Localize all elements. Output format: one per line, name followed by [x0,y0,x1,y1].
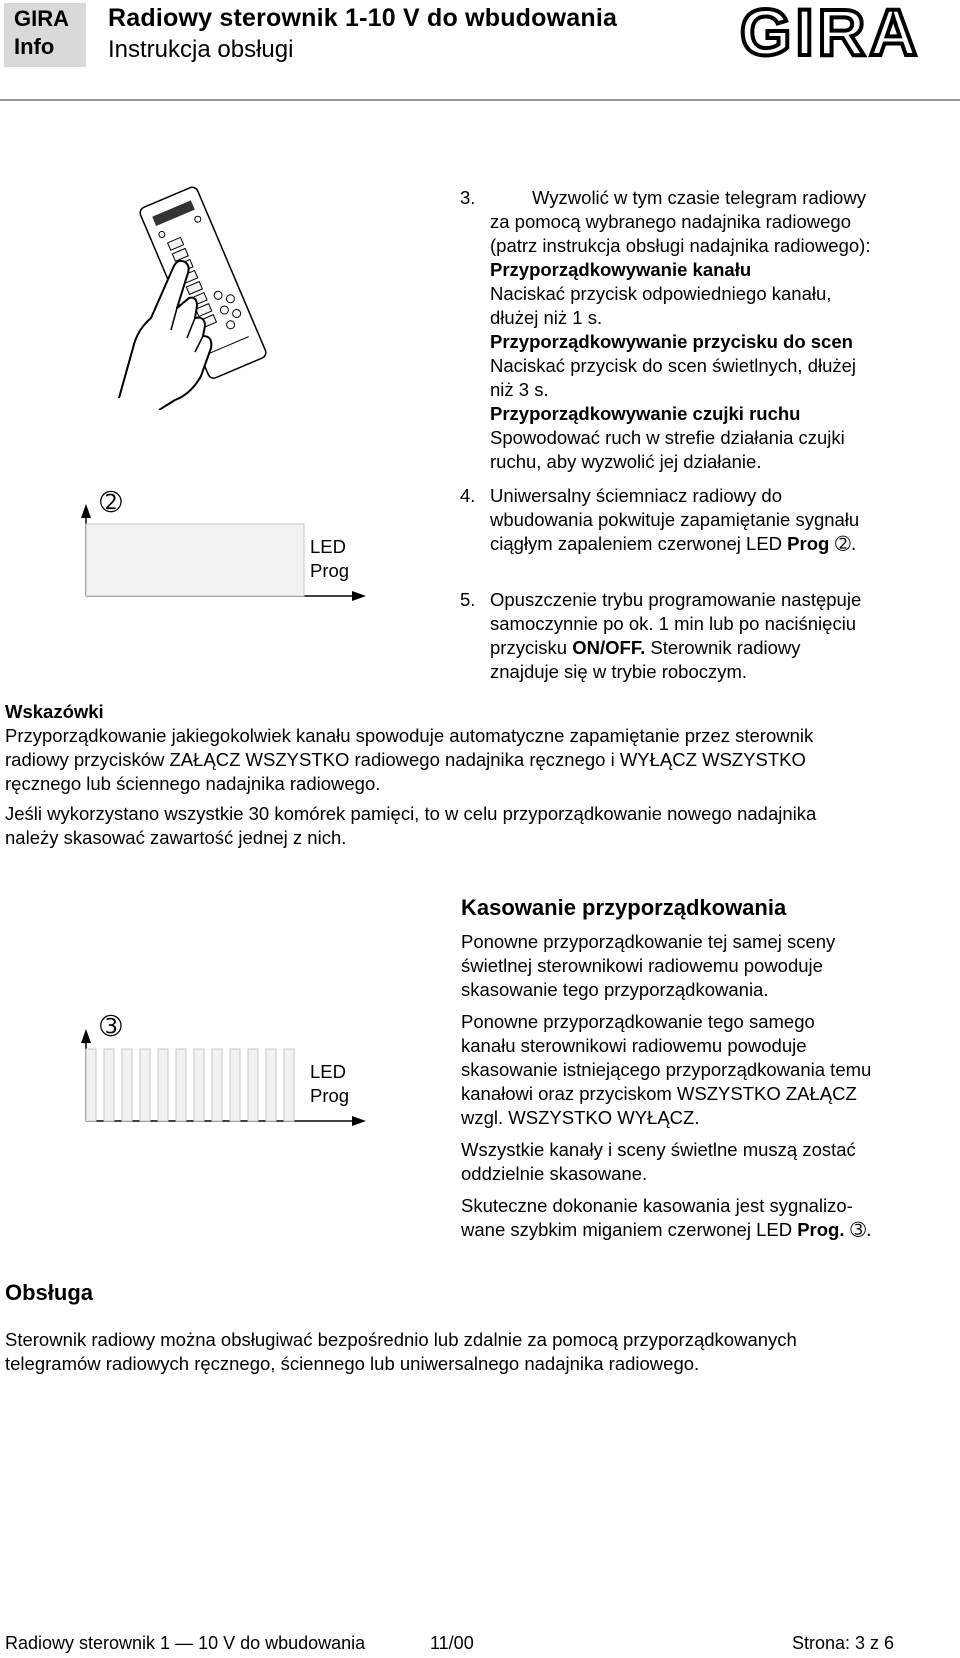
channel-assign-line-2: dłużej niż 1 s. [490,307,603,328]
notes-para-2-line-2: należy skasować zawartość jednej z nich. [5,827,347,848]
step-3 [460,186,940,474]
page-title: Radiowy sterownik 1-10 V do wbudowania [108,4,618,32]
page-subtitle: Instrukcja obsługi [108,36,294,63]
step-3-line-2: za pomocą wybranego nadajnika radiowego [490,211,851,232]
diagram-3-led: LED [310,1061,346,1082]
step-4-line-3-a: ciągłym zapaleniem czerwonej LED [490,533,788,554]
channel-assign-title: Przyporządkowywanie kanału [490,259,752,280]
step-4-line-1: Uniwersalny ściemniacz radiowy do [490,485,782,506]
motion-assign-line-2: ruchu, aby wyzwolić jej działanie. [490,451,762,472]
delete-para-4-line-2 [461,1218,941,1243]
operation-title: Obsługa [5,1280,94,1305]
notes-para-2-line-1: Jeśli wykorzystano wszystkie 30 komórek pamięci, to w celu przyporządkowanie nowego nadajnika [5,803,817,824]
notes-para-1-line-1: Przyporządkowanie jakiegokolwiek kanału spowoduje automatyczne zapamiętanie przez sterownik [5,725,814,746]
diagram-2-prog: Prog [310,560,350,581]
step-4-prog: Prog [787,533,830,554]
diagram-2-marker: ➁ [100,488,122,518]
step-3-line-3: (patrz instrukcja obsługi nadajnika radiowego): [490,235,871,256]
info-line-2: Info [14,34,55,59]
delete-para-1-line-3: skasowanie tego przyporządkowania. [461,979,769,1000]
footer-product: Radiowy sterownik 1 — 10 V do wbudowania [5,1633,366,1653]
step-3-number: 3. [460,187,476,208]
info-line-1: GIRA [14,6,69,31]
gira-info-box [4,3,86,67]
step-4-line-3 [490,532,940,557]
step-4-line-2: wbudowania pokwituje zapamiętanie sygnału [490,509,860,530]
step-5-line-2: samoczynnie po ok. 1 min lub po naciśnięciu [490,613,857,634]
operation-line-2: telegramów radiowych ręcznego, ściennego lub uniwersalnego nadajnika radiowego. [5,1353,700,1374]
step-3-line-1: Wyzwolić w tym czasie telegram radiowy [532,187,866,208]
step-5-line-4: znajduje się w trybie roboczym. [490,661,748,682]
operation-line-1: Sterownik radiowy można obsługiwać bezpośrednio lub zdalnie za pomocą przyporządkowanych [5,1329,797,1350]
delete-title: Kasowanie przyporządkowania [461,895,787,920]
led-flash-pulses [86,1049,294,1121]
delete-para-4-prog: Prog. [797,1219,845,1240]
step-4-number: 4. [460,485,476,506]
remote-hand-illustration [115,180,295,410]
diagram-2-led-label [310,535,349,583]
operation-section [5,1328,945,1376]
header-divider [0,99,960,101]
scene-assign-line-2: niż 3 s. [490,379,549,400]
delete-para-2-line-1: Ponowne przyporządkowanie tego samego [461,1011,815,1032]
footer-date: 11/00 [430,1633,474,1653]
delete-para-3-line-2: oddzielnie skasowane. [461,1163,648,1184]
diagram-3-led-label [310,1060,349,1108]
notes-para-1-line-2: radiowy przycisków ZAŁĄCZ WSZYSTKO radiowego nadajnika ręcznego i WYŁĄCZ WSZYSTKO [5,749,806,770]
delete-para-4-line-1: Skuteczne dokonanie kasowania jest sygnalizo- [461,1195,853,1216]
notes-section [5,700,945,850]
delete-para-1-line-2: świetlnej sterownikowi radiowemu powoduje [461,955,823,976]
footer-page: Strona: 3 z 6 [792,1633,895,1653]
scene-assign-line-1: Naciskać przycisk do scen świetlnych, dłużej [490,355,857,376]
delete-para-2-line-5: wzgl. WSZYSTKO WYŁĄCZ. [461,1107,700,1128]
step-5 [460,588,940,684]
diagram-3-marker: ➂ [100,1012,122,1042]
delete-para-4-c: ➂. [844,1220,872,1241]
notes-title: Wskazówki [5,701,104,722]
delete-para-2-line-4: kanałowi oraz przyciskom WSZYSTKO ZAŁĄCZ [461,1083,857,1104]
motion-assign-title: Przyporządkowywanie czujki ruchu [490,403,801,424]
delete-para-1-line-1: Ponowne przyporządkowanie tej samej sceny [461,931,836,952]
step-4 [460,484,940,557]
delete-section [461,930,941,1243]
channel-assign-line-1: Naciskać przycisk odpowiedniego kanału, [490,283,832,304]
led-steady-signal [86,524,304,596]
step-5-number: 5. [460,589,476,610]
diagram-2-led: LED [310,536,346,557]
notes-para-1-line-3: ręcznego lub ściennego nadajnika radiowego. [5,773,381,794]
step-5-line-1: Opuszczenie trybu programowanie następuje [490,589,862,610]
gira-logo-text: GIRA [740,0,921,62]
step-5-onoff: ON/OFF. [572,637,646,658]
step-5-line-3 [490,636,940,660]
motion-assign-line-1: Spowodować ruch w strefie działania czujki [490,427,845,448]
delete-para-3-line-1: Wszystkie kanały i sceny świetlne muszą zostać [461,1139,856,1160]
delete-para-2-line-3: skasowanie istniejącego przyporządkowania temu [461,1059,872,1080]
gira-logo [738,0,956,62]
delete-para-4-a: wane szybkim miganiem czerwonej LED [461,1219,798,1240]
step-5-line-3-c: Sterownik radiowy [645,637,801,658]
delete-para-2-line-2: kanału sterownikowi radiowemu powoduje [461,1035,807,1056]
diagram-3-prog: Prog [310,1085,350,1106]
step-5-line-3-a: przycisku [490,637,573,658]
step-4-line-3-c: ➁. [829,534,857,555]
scene-assign-title: Przyporządkowywanie przycisku do scen [490,331,853,352]
